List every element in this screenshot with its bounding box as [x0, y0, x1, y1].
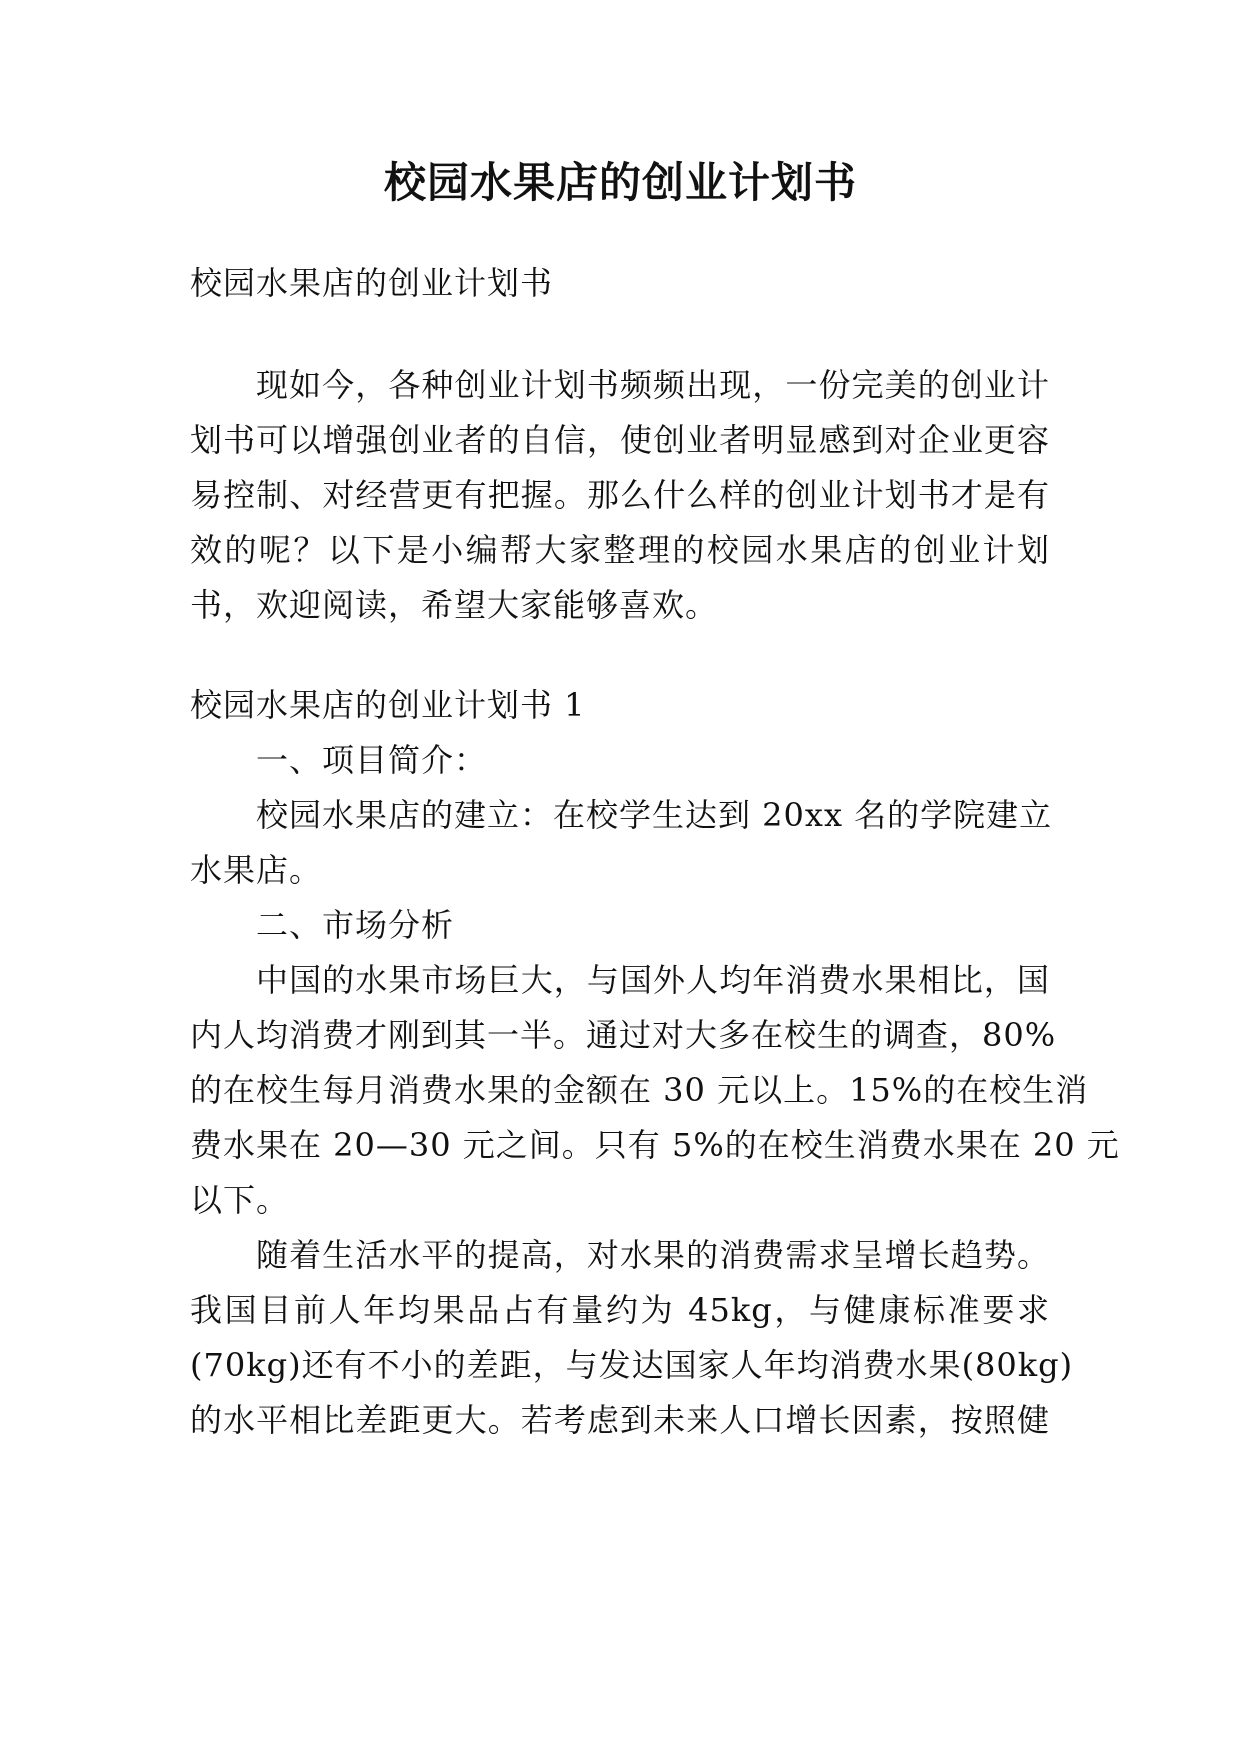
item2-para2-line: 我国目前人年均果品占有量约为 45kg，与健康标准要求 — [190, 1291, 1050, 1329]
item1-body-line: 校园水果店的建立：在校学生达到 20xx 名的学院建立 — [256, 796, 1053, 834]
item2-para2-line: 随着生活水平的提高，对水果的消费需求呈增长趋势。 — [256, 1236, 1050, 1274]
intro-line: 效的呢？以下是小编帮大家整理的校园水果店的创业计划 — [190, 531, 1050, 569]
item2-para1-line: 的在校生每月消费水果的金额在 30 元以上。15%的在校生消 — [190, 1071, 1089, 1109]
item2-heading: 二、市场分析 — [256, 906, 455, 944]
intro-line: 易控制、对经营更有把握。那么什么样的创业计划书才是有 — [190, 476, 1050, 514]
intro-line: 现如今，各种创业计划书频频出现，一份完美的创业计 — [256, 366, 1050, 404]
section-heading: 校园水果店的创业计划书 1 — [190, 686, 586, 724]
item2-para1-line: 费水果在 20—30 元之间。只有 5%的在校生消费水果在 20 元 — [190, 1126, 1120, 1164]
intro-line: 书，欢迎阅读，希望大家能够喜欢。 — [190, 586, 719, 624]
item2-para1-line: 中国的水果市场巨大，与国外人均年消费水果相比，国 — [256, 961, 1050, 999]
document-title: 校园水果店的创业计划书 — [383, 158, 857, 207]
item1-heading: 一、项目简介： — [256, 741, 488, 779]
item1-body-line: 水果店。 — [190, 851, 323, 889]
document-subtitle: 校园水果店的创业计划书 — [190, 264, 554, 302]
intro-line: 划书可以增强创业者的自信，使创业者明显感到对企业更容 — [190, 421, 1050, 459]
item2-para1-line: 以下。 — [190, 1181, 290, 1219]
item2-para1-line: 内人均消费才刚到其一半。通过对大多在校生的调查，80% — [190, 1016, 1057, 1054]
item2-para2-line: (70kg)还有不小的差距，与发达国家人年均消费水果(80kg) — [190, 1346, 1074, 1384]
item2-para2-line: 的水平相比差距更大。若考虑到未来人口增长因素，按照健 — [190, 1401, 1050, 1439]
